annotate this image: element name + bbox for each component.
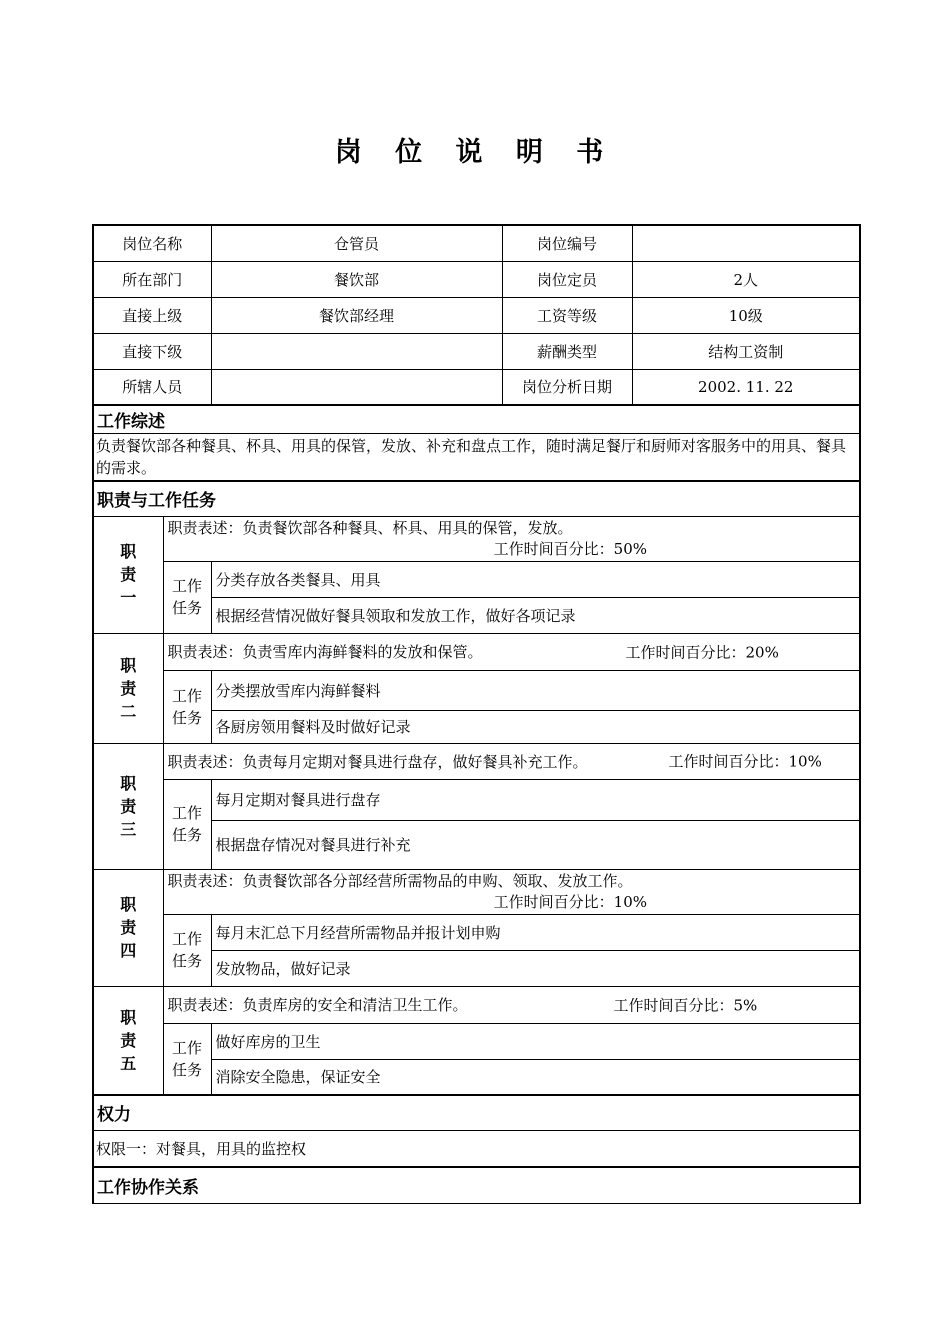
duty-5-label: 职责五 xyxy=(93,986,163,1095)
duty-2-task-1: 分类摆放雪库内海鲜餐料 xyxy=(211,670,860,710)
duty-4-statement: 职责表述：负责餐饮部各分部经营所需物品的申购、领取、发放工作。 xyxy=(167,871,633,890)
duty-4-task-1: 每月末汇总下月经营所需物品并报计划申购 xyxy=(211,914,860,950)
duty-5-task-1: 做好库房的卫生 xyxy=(211,1023,860,1059)
date-label: 岗位分析日期 xyxy=(502,369,632,405)
duty-1-task-label: 工作任务 xyxy=(163,561,211,633)
duty-3-task-label: 工作任务 xyxy=(163,779,211,869)
cooperation-heading: 工作协作关系 xyxy=(93,1167,860,1203)
duty-1-task-1: 分类存放各类餐具、用具 xyxy=(211,561,860,597)
pay-type-label: 薪酬类型 xyxy=(502,333,632,369)
duty-1-label: 职责一 xyxy=(93,516,163,633)
duty-1-task-2: 根据经营情况做好餐具领取和发放工作，做好各项记录 xyxy=(211,597,860,633)
headcount-label: 岗位定员 xyxy=(502,261,632,297)
superior-value: 餐饮部经理 xyxy=(211,297,502,333)
duty-2-task-2: 各厨房领用餐料及时做好记录 xyxy=(211,710,860,743)
summary-text: 负责餐饮部各种餐具、杯具、用具的保管，发放、补充和盘点工作，随时满足餐厅和厨师对客服务中的用具、餐具的需求。 xyxy=(93,433,860,481)
duty-2-statement: 职责表述：负责雪库内海鲜餐料的发放和保管。 xyxy=(167,643,483,661)
duty-5-task-label: 工作任务 xyxy=(163,1023,211,1095)
authority-heading: 权力 xyxy=(93,1095,860,1130)
page-title: 岗 位 说 明 书 xyxy=(334,137,616,168)
dept-value: 餐饮部 xyxy=(211,261,502,297)
duty-3-task-2: 根据盘存情况对餐具进行补充 xyxy=(211,820,860,869)
duty-4-label: 职责四 xyxy=(93,869,163,986)
duty-2-label: 职责二 xyxy=(93,633,163,743)
grade-label: 工资等级 xyxy=(502,297,632,333)
duty-4-task-label: 工作任务 xyxy=(163,914,211,986)
date-value: 2002. 11. 22 xyxy=(632,369,860,405)
duty-5-percent: 工作时间百分比：5% xyxy=(613,996,758,1014)
duty-4-percent: 工作时间百分比：10% xyxy=(493,892,648,911)
grade-value: 10级 xyxy=(632,297,860,333)
duty-4-task-2: 发放物品，做好记录 xyxy=(211,950,860,986)
subordinate-label: 直接下级 xyxy=(93,333,211,369)
post-name-label: 岗位名称 xyxy=(93,225,211,261)
duty-1-percent: 工作时间百分比：50% xyxy=(493,539,648,558)
duty-5-statement: 职责表述：负责库房的安全和清洁卫生工作。 xyxy=(167,996,468,1014)
authority-text: 权限一：对餐具，用具的监控权 xyxy=(93,1130,860,1167)
duty-3-percent: 工作时间百分比：10% xyxy=(668,752,822,771)
summary-heading: 工作综述 xyxy=(93,405,860,433)
duty-3-task-1: 每月定期对餐具进行盘存 xyxy=(211,779,860,820)
staff-label: 所辖人员 xyxy=(93,369,211,405)
job-description-table xyxy=(92,224,861,1204)
post-no-label: 岗位编号 xyxy=(502,225,632,261)
duty-3-label: 职责三 xyxy=(93,743,163,869)
duty-5-task-2: 消除安全隐患，保证安全 xyxy=(211,1059,860,1095)
superior-label: 直接上级 xyxy=(93,297,211,333)
subordinate-value xyxy=(211,333,502,369)
pay-type-value: 结构工资制 xyxy=(632,333,860,369)
duty-2-task-label: 工作任务 xyxy=(163,670,211,743)
post-name-value: 仓管员 xyxy=(211,225,502,261)
post-no-value xyxy=(632,225,860,261)
staff-value xyxy=(211,369,502,405)
duty-2-percent: 工作时间百分比：20% xyxy=(625,643,779,661)
duty-3-statement: 职责表述：负责每月定期对餐具进行盘存，做好餐具补充工作。 xyxy=(167,752,588,771)
duties-heading: 职责与工作任务 xyxy=(93,481,860,516)
duty-1-statement: 职责表述：负责餐饮部各种餐具、杯具、用具的保管，发放。 xyxy=(167,518,573,537)
headcount-value: 2人 xyxy=(632,261,860,297)
dept-label: 所在部门 xyxy=(93,261,211,297)
